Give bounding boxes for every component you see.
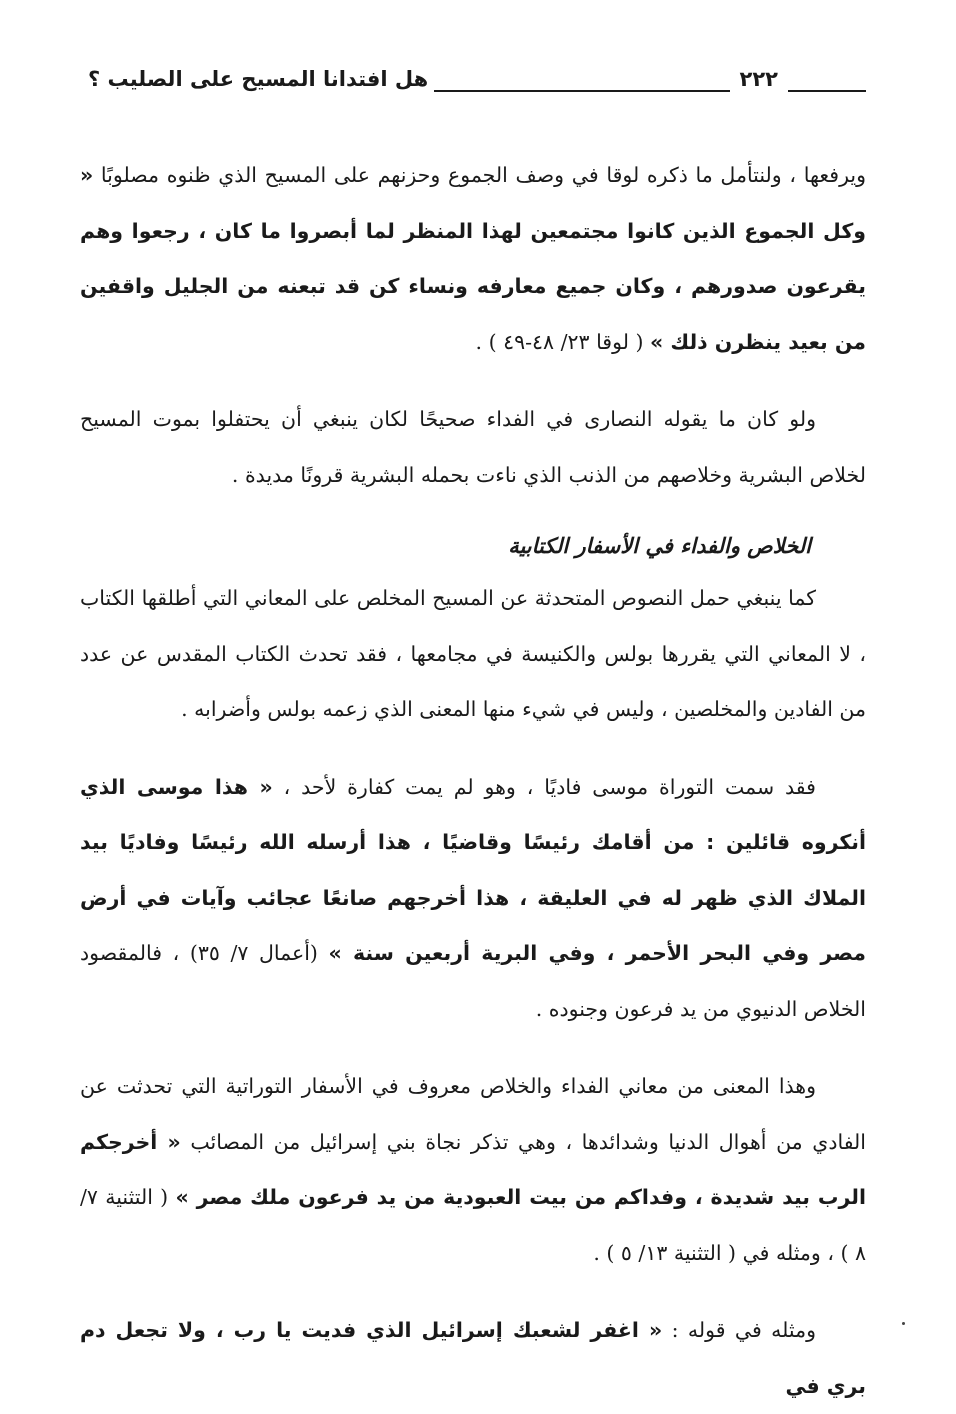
paragraph-6-text: ومثله في قوله : (662, 1318, 816, 1342)
paragraph-1-quote: « وكل الجموع الذين كانوا مجتمعين لهذا المنظر لما أبصروا ما كان ، رجعوا وهم يقرعون صدورهم ، وكان جميع معارفه ونساء كن قد تبعنه من الجليل واقفين من بعيد ينظرن ذلك » (80, 163, 866, 354)
paragraph-5-quote: « أخرجكم الرب بيد شديدة ، وفداكم من بيت العبودية من يد فرعون ملك مصر » (80, 1129, 866, 1209)
paragraph-4-text: فقد سمت التوراة موسى فاديًا ، وهو لم يمت كفارة لأحد ، (272, 774, 816, 799)
paragraph-1 (80, 148, 866, 370)
paragraph-1-reference: ( لوقا ٢٣/ ٤٨-٤٩ ) . (475, 329, 650, 354)
header-title: هل افتدانا المسيح على الصليب ؟ (78, 64, 434, 94)
paragraph-4-quote: « هذا موسى الذي أنكروه قائلين : من أقامك رئيسًا وقاضيًا ، هذا أرسله الله رئيسًا وفاديًا بيد الملاك الذي ظهر له في العليقة ، هذا أخرجهم صانعًا عجائب وآيات في أرض مصر وفي البحر الأحمر ، وفي البرية أربعين سنة » (80, 774, 866, 965)
scan-speck (902, 1322, 905, 1325)
paragraph-5 (80, 1059, 866, 1281)
paragraph-4-reference: (أعمال ٧/ ٣٥) ، فالمقصود الخلاص الدنيوي من يد فرعون وجنوده . (80, 941, 866, 1021)
paragraph-2: ولو كان ما يقوله النصارى في الفداء صحيحًا لكان ينبغي أن يحتفلوا بموت المسيح لخلاص البشرية وخلاصهم من الذنب الذي ناءت بحمله البشرية قرونًا مديدة . (80, 407, 866, 487)
running-header (78, 62, 866, 102)
paragraph-6-quote: « اغفر لشعبك إسرائيل الذي فديت يا رب ، ولا تجعل دم بري في (80, 1318, 866, 1398)
paragraph-3: كما ينبغي حمل النصوص المتحدثة عن المسيح المخلص على المعاني التي أطلقها الكتاب ، لا المعاني التي يقررها بولس والكنيسة في مجامعها ، فقد تحدث الكتاب المقدس عن عدد من الفادين والمخلصين ، وليس في شيء منها المعنى الذي زعمه بولس وأضرابه . (80, 586, 866, 721)
body-text (80, 148, 866, 1414)
paragraph-5-reference: ( التثنية ٧/ ٨ ) ، ومثله في ( التثنية ١٣/ ٥ ) . (80, 1185, 866, 1265)
section-heading: الخلاص والفداء في الأسفار الكتابية (508, 534, 811, 558)
paragraph-4 (80, 760, 866, 1038)
paragraph-5-text: وهذا المعنى من معاني الفداء والخلاص معروف في الأسفار التوراتية التي تحدثت عن الفادي من أهوال الدنيا وشدائدها ، وهي تذكر نجاة بني إسرائيل من المصائب (80, 1074, 867, 1154)
paragraph-1-text: ويرفعها ، ولنتأمل ما ذكره لوقا في وصف الجموع وحزنهم على المسيح الذي ظنوه مصلوبًا (93, 163, 866, 187)
page-number: ٢٢٢ (730, 64, 788, 94)
